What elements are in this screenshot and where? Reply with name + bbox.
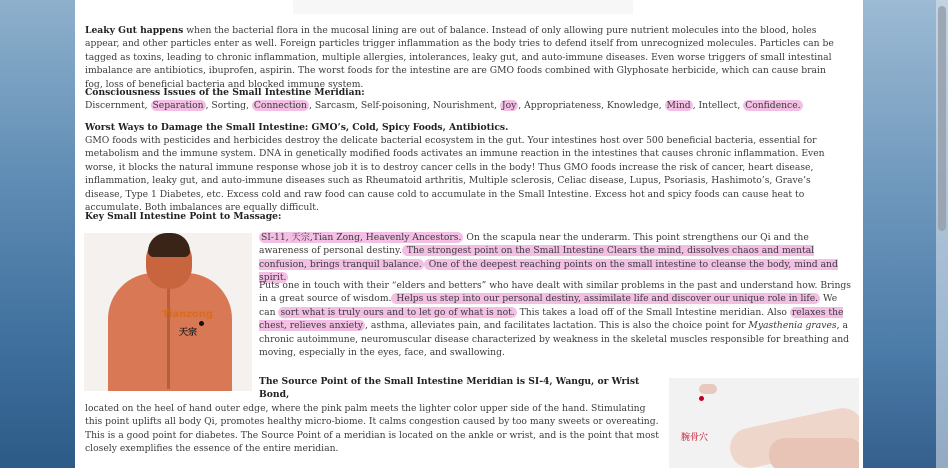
leaky-gut-body: when the bacterial flora in the mucosal lining are out of balance. Instead of only allowing pure nutrient molecules into the blood, holes appear, and other particles enter as well. Foreign particles trigger inflammation as the body tries to defend itself from unrecognized molecules. Particles can be tagged as toxins, leading to chronic inflammation, multiple allergies, intolerances, leaky gut, and auto-immune diseases. Even worse triggers of small intestinal imbalance are antibiotics, ibuprofen, aspirin. The worst foods for the intestine are are GMO foods combined with Glyphosate herbicide, which can cause brain fog, loss of beneficial bacteria and blocked immune system. (85, 25, 834, 90)
source-point-body: located on the heel of hand outer edge, where the pink palm meets the lighter color upper side of the hand. Stimulating this point uplifts all body Qi, promotes healthy micro-biome. It calms congestion caused by too many sweets or overeating. This is a good point for diabetes. The Source Point of a meridian is located on the ankle or wrist, and is the point that most closely exemplifies the essence of the entire meridian. (85, 403, 659, 455)
consciousness-list: Discernment, Separation , Sorting, Connection , Sarcasm, Self-poisoning, Nourishment, Joy , Appropriateness, Knowledge, Mind , Intellect, Confidence. (85, 100, 801, 111)
tianzong-back-figure (84, 233, 252, 391)
highlighted-text: SI-11, 天宗,Tian Zong, Heavenly Ancestors. (261, 232, 462, 243)
highlighted-text: relaxes the chest, relieves anxiety (259, 306, 844, 332)
wangu-point-dot (699, 396, 704, 401)
text-segment: , a chronic autoimmune, neuromuscular disease characterized by weakness in the skeletal muscles responsible for breathing and moving, especially in the eyes, face, and swallowing. (259, 320, 850, 359)
scrollbar-thumb[interactable] (938, 6, 946, 231)
text-segment: Puts one in touch with their “elders and betters” who have dealt with similar problems in the past and understand how. Brings in a great source of wisdom. (259, 280, 851, 305)
consciousness-item: Appropriateness (524, 100, 602, 111)
highlighted-text: One of the deepest reaching points on the small intestine to cleanse the body, mind and spirit. (259, 258, 838, 284)
worst-ways-paragraph: GMO foods with pesticides and herbicides destroy the delicate bacterial ecosystem in the gut. Your intestines host over 500 beneficial bacteria, essential for metabolism and the immune system. DNA in genetically modified foods activates an immune reaction in the intestines that causes chronic inflammation. Even worse, it blocks the natural immune response whose job it is to destroy cancer cells in the body! Thus GMO foods increase the risk of cancer, heart disease, inflammation, leaky gut, and auto-immune diseases such as Rheumatoid arthritis, Multiple sclerosis, Celiac disease, Lupus, Psoriasis, Hashimoto’s, Grave’s disease, Type 1 Diabetes, etc. Excess cold and raw food can cause cold to accumulate in the Small Intestine. Excess hot and spicy foods can cause heat to accumulate. Both imbalances are equally difficult. (85, 135, 825, 214)
ocean-background-left (0, 0, 75, 468)
tianzong-cjk-label: 天宗 (179, 328, 198, 338)
highlighted-text: The strongest point on the Small Intestine Clears the mind, dissolves chaos and mental confusion, brings tranquil balance. (259, 245, 815, 270)
si11-paragraph-1 (259, 231, 855, 285)
text-segment: On the scapula near the underarm. This point strengthens our Qi and the awareness of personal destiny. (259, 232, 809, 257)
wangu-cjk-label: 腕骨穴 (681, 433, 709, 443)
consciousness-item: Self-poisoning (360, 100, 427, 111)
page-scrollbar[interactable] (936, 0, 948, 468)
worst-ways-heading: Worst Ways to Damage the Small Intestine: GMO’s, Cold, Spicy Foods, Antibiotics. (85, 122, 509, 133)
consciousness-item: Knowledge (606, 100, 659, 111)
consciousness-item: Sorting (211, 100, 247, 111)
text-segment: Myasthenia graves (748, 320, 837, 332)
highlighted-text: sort what is truly ours and to let go of what is not. (280, 306, 515, 318)
text-segment: , asthma, alleviates pain, and facilitates lactation. This is also the choice point for (365, 320, 749, 332)
consciousness-item: Discernment (85, 100, 145, 111)
figure-shoulders (108, 273, 232, 391)
consciousness-item: Sarcasm (314, 100, 356, 111)
article-content (75, 0, 863, 468)
leaky-gut-lead: Leaky Gut happens (85, 25, 184, 36)
tianzong-point-dot (199, 321, 204, 326)
si11-paragraph-2 (259, 279, 855, 359)
consciousness-item: Separation (152, 100, 204, 111)
consciousness-item: Intellect (698, 100, 738, 111)
source-point-lead: The Source Point of the Small Intestine Meridian is SI-4, Wangu, or Wrist Bond, (259, 376, 640, 401)
source-point-lead-paragraph (259, 375, 659, 402)
text-segment: This takes a load off of the Small Intestine meridian. Also (516, 306, 790, 318)
hand-wrist (769, 438, 859, 468)
highlighted-text: Helps us step into our personal destiny, assimilate life and discover our unique role in life. (393, 293, 819, 305)
consciousness-heading: Consciousness Issues of the Small Intestine Meridian: (85, 87, 365, 98)
consciousness-item: Connection (253, 100, 307, 111)
consciousness-item: Mind (666, 100, 691, 111)
top-embed-box (293, 0, 633, 14)
figure-spine (167, 289, 170, 389)
leaky-gut-paragraph (85, 24, 845, 91)
text-segment: We can (259, 293, 838, 318)
tianzong-label: Tianzong (162, 309, 214, 320)
wangu-hand-figure (669, 378, 859, 468)
hand-finger-top (699, 384, 717, 394)
key-point-heading: Key Small Intestine Point to Massage: (85, 211, 282, 222)
figure-hair (148, 233, 190, 257)
consciousness-item: Nourishment (432, 100, 495, 111)
consciousness-item: Confidence. (745, 100, 801, 111)
consciousness-item: Joy (501, 100, 517, 111)
